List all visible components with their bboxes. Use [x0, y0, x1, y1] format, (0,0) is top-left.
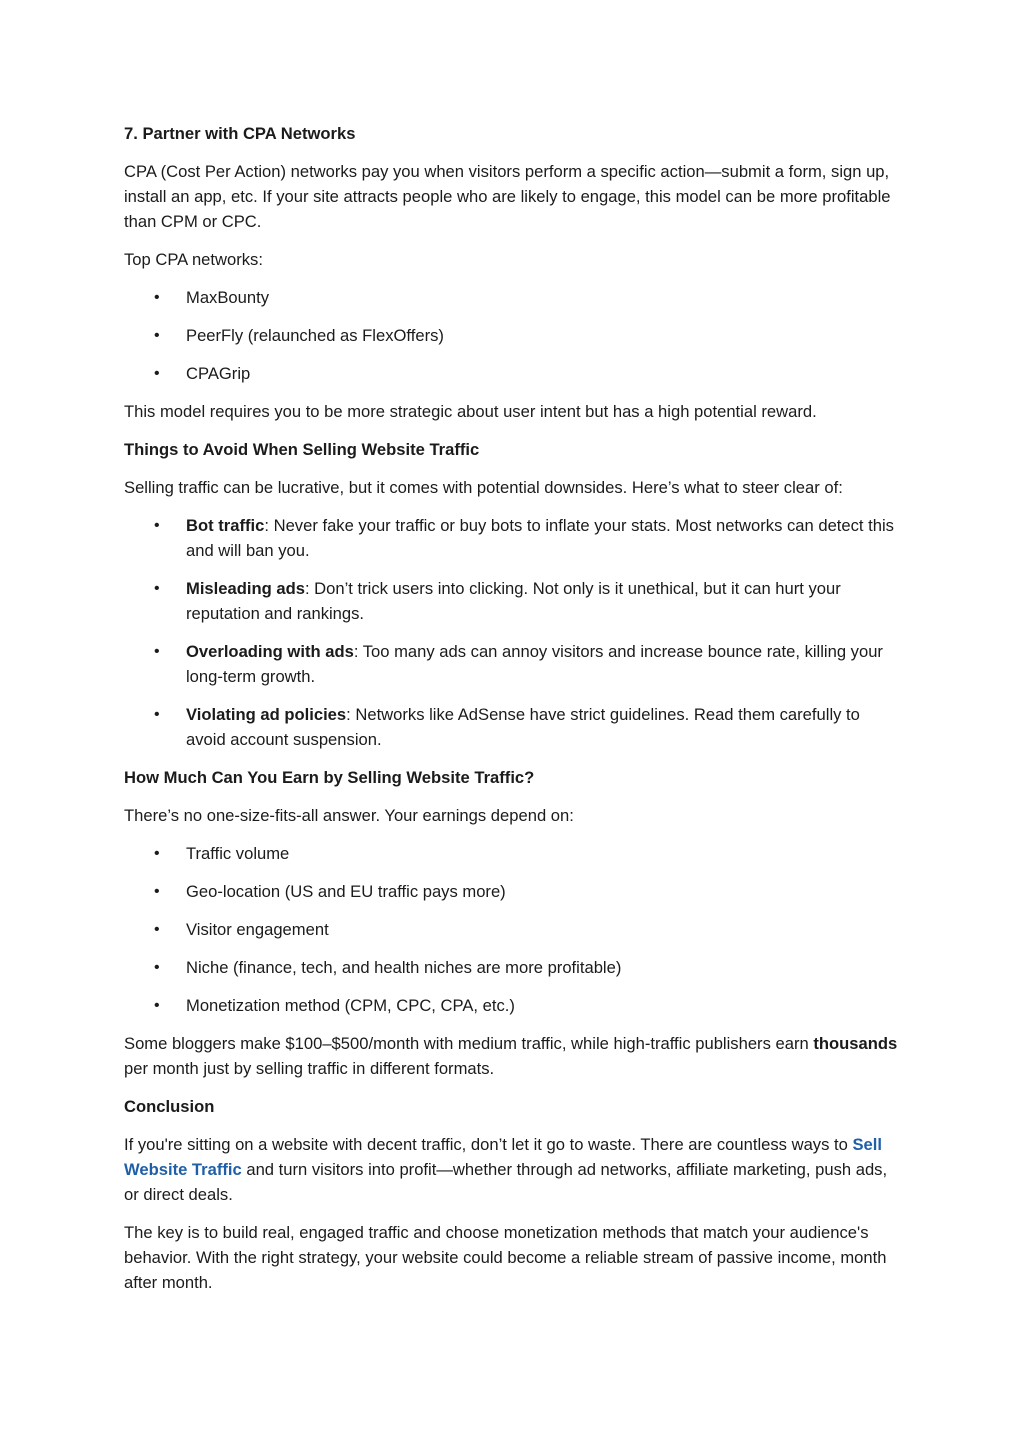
list-item: • CPAGrip — [124, 361, 903, 386]
earn-factor-list — [124, 841, 903, 1018]
avoid-list — [124, 513, 903, 752]
list-item: • Traffic volume — [124, 841, 903, 866]
list-item-term: Bot traffic — [186, 516, 265, 535]
list-item-term: Violating ad policies — [186, 705, 347, 724]
bullet-icon: • — [154, 959, 160, 976]
section-heading-earn: How Much Can You Earn by Selling Website Traffic? — [124, 768, 535, 787]
section-heading-avoid: Things to Avoid When Selling Website Traffic — [124, 440, 480, 459]
sell-website-traffic-link[interactable]: Sell Website Traffic — [124, 1135, 882, 1179]
list-item: • Misleading ads: Don’t trick users into clicking. Not only is it unethical, but it can hurt your reputation and rankings. — [124, 576, 903, 626]
list-item: • Visitor engagement — [124, 917, 903, 942]
cpa-outro-paragraph: This model requires you to be more strategic about user intent but has a high potential reward. — [124, 402, 817, 421]
bullet-icon: • — [154, 327, 160, 344]
avoid-intro-paragraph: Selling traffic can be lucrative, but it comes with potential downsides. Here’s what to steer clear of: — [124, 478, 843, 497]
list-item: • MaxBounty — [124, 285, 903, 310]
list-item: • Overloading with ads: Too many ads can annoy visitors and increase bounce rate, killing your long-term growth. — [124, 639, 903, 689]
bullet-icon: • — [154, 883, 160, 900]
bullet-icon: • — [154, 706, 160, 723]
earn-outro-paragraph: Some bloggers make $100–$500/month with medium traffic, while high-traffic publishers earn thousands per month just by selling traffic in different formats. — [124, 1034, 898, 1078]
list-item: • Geo-location (US and EU traffic pays more) — [124, 879, 903, 904]
conclusion-paragraph-2: The key is to build real, engaged traffic and choose monetization methods that match your audience's behavior. With the right strategy, your website could become a reliable stream of passive income, month after month. — [124, 1223, 887, 1292]
cpa-intro-paragraph: CPA (Cost Per Action) networks pay you when visitors perform a specific action—submit a form, sign up, install an app, etc. If your site attracts people who are likely to engage, this model can be more profitable than CPM or CPC. — [124, 162, 891, 231]
list-item: • Bot traffic: Never fake your traffic or buy bots to inflate your stats. Most networks can detect this and will ban you. — [124, 513, 903, 563]
list-item-term: Overloading with ads — [186, 642, 354, 661]
earn-intro-paragraph: There’s no one-size-fits-all answer. Your earnings depend on: — [124, 806, 574, 825]
section-heading-conclusion: Conclusion — [124, 1097, 215, 1116]
bullet-icon: • — [154, 365, 160, 382]
list-item: • Monetization method (CPM, CPC, CPA, etc.) — [124, 993, 903, 1018]
bullet-icon: • — [154, 921, 160, 938]
bullet-icon: • — [154, 643, 160, 660]
bullet-icon: • — [154, 845, 160, 862]
cpa-network-list — [124, 285, 903, 386]
list-item-term: Misleading ads — [186, 579, 305, 598]
list-item: • Niche (finance, tech, and health niches are more profitable) — [124, 955, 903, 980]
emphasis-thousands: thousands — [813, 1034, 898, 1053]
section-heading-cpa: 7. Partner with CPA Networks — [124, 124, 356, 143]
bullet-icon: • — [154, 997, 160, 1014]
cpa-list-intro: Top CPA networks: — [124, 250, 263, 269]
conclusion-paragraph-1: If you're sitting on a website with decent traffic, don’t let it go to waste. There are countless ways to Sell Website Traffic and turn visitors into profit—whether through ad networks, affiliate marketing, push ads, or direct deals. — [124, 1135, 888, 1204]
list-item: • Violating ad policies: Networks like AdSense have strict guidelines. Read them carefully to avoid account suspension. — [124, 702, 903, 752]
bullet-icon: • — [154, 517, 160, 534]
bullet-icon: • — [154, 289, 160, 306]
list-item: • PeerFly (relaunched as FlexOffers) — [124, 323, 903, 348]
bullet-icon: • — [154, 580, 160, 597]
